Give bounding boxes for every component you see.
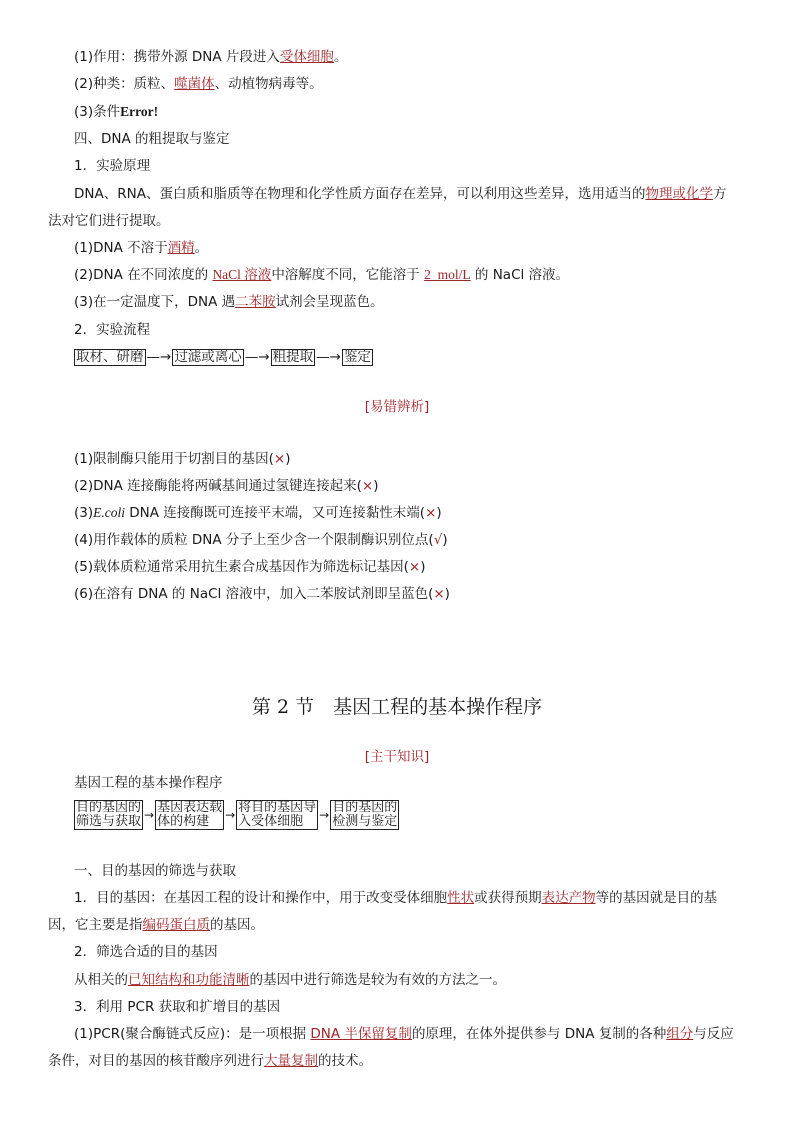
flow-step: 目的基因的 检测与鉴定: [332, 800, 398, 829]
mark: ×: [433, 586, 445, 602]
answer-blank: 编码蛋白质: [142, 917, 210, 933]
answer-blank: 二苯胺: [235, 294, 276, 310]
flow-step: 取材、研磨: [76, 349, 144, 365]
answer-blank: NaCl 溶液: [212, 267, 272, 282]
errata-heading: [易错辨析]: [364, 399, 430, 415]
pcr-paragraph-cont: 条件，对目的基因的核苷酸序列进行大量复制的技术。: [48, 1053, 372, 1069]
carrier-conditions-line: (3)条件Error!: [74, 104, 159, 120]
section-heading: 四、DNA 的粗提取与鉴定: [74, 131, 230, 147]
pcr-paragraph: (1)PCR(聚合酶链式反应)：是一项根据 DNA 半保留复制的原理，在体外提供参与 DNA 复制的各种组分与反应: [74, 1026, 734, 1042]
main-knowledge-heading: [主干知识]: [364, 749, 430, 765]
errata-item: (3)E.coli DNA 连接酶既可连接平末端，又可连接黏性末端(×): [74, 505, 442, 521]
flow-step: 将目的基因导 入受体细胞: [238, 800, 317, 829]
principle-item-1: (1)DNA 不溶于酒精。: [74, 240, 209, 256]
arrow-right-icon: →: [319, 808, 330, 822]
carrier-types-line: (2)种类：质粒、噬菌体、动植物病毒等。: [74, 76, 323, 92]
answer-blank: 噬菌体: [174, 76, 215, 92]
flow-step: 基因表达载 体的构建: [157, 800, 223, 829]
procedure-flow: [74, 800, 399, 830]
answer-blank: 酒精: [167, 240, 195, 256]
flow-step: 粗提取: [272, 349, 314, 365]
page-title: 第 2 节 基因工程的基本操作程序: [251, 696, 543, 718]
answer-blank: 组分: [666, 1026, 694, 1042]
errata-item: (1)限制酶只能用于切割目的基因(×): [74, 451, 291, 467]
screening-paragraph: 从相关的已知结构和功能清晰的基因中进行筛选是较为有效的方法之一。: [74, 972, 506, 988]
subsection-heading: 2．筛选合适的目的基因: [74, 944, 218, 960]
subsection-heading: 2．实验流程: [74, 322, 151, 338]
errata-item: (5)载体质粒通常采用抗生素合成基因作为筛选标记基因(×): [74, 559, 426, 575]
mark: √: [433, 532, 443, 548]
section-heading: 一、目的基因的筛选与获取: [74, 863, 236, 879]
arrow-right-icon: —→: [316, 349, 341, 365]
answer-blank: 受体细胞: [279, 49, 334, 65]
flow-step: 鉴定: [343, 349, 371, 365]
arrow-right-icon: —→: [244, 349, 270, 365]
principle-item-3: (3)在一定温度下，DNA 遇二苯胺试剂会呈现蓝色。: [74, 294, 384, 310]
principle-paragraph-cont: 法对它们进行提取。: [48, 213, 170, 229]
answer-blank: 物理或化学: [645, 186, 713, 202]
target-gene-paragraph: 1．目的基因：在基因工程的设计和操作中，用于改变受体细胞性状或获得预期表达产物等的基因就是目的基: [74, 890, 718, 906]
target-gene-paragraph-cont: 因，它主要是指编码蛋白质的基因。: [48, 917, 264, 933]
flow-step: 过滤或离心: [174, 349, 242, 365]
answer-blank: 已知结构和功能清晰: [128, 972, 250, 988]
error-text: Error!: [120, 104, 159, 119]
answer-blank: 性状: [447, 890, 475, 906]
mark: ×: [408, 559, 421, 575]
subsection-heading: 3．利用 PCR 获取和扩增目的基因: [74, 999, 281, 1015]
answer-blank: DNA 半保留复制: [310, 1026, 412, 1042]
arrow-right-icon: →: [144, 808, 155, 822]
procedure-intro: 基因工程的基本操作程序: [74, 775, 223, 791]
errata-item: (2)DNA 连接酶能将两碱基间通过氢键连接起来(×): [74, 478, 379, 494]
errata-item: (6)在溶有 DNA 的 NaCl 溶液中，加入二苯胺试剂即呈蓝色(×): [74, 586, 450, 602]
answer-blank: 大量复制: [264, 1053, 318, 1069]
answer-blank: 表达产物: [541, 890, 596, 906]
experiment-flow: [74, 347, 373, 367]
principle-paragraph: DNA、RNA、蛋白质和脂质等在物理和化学性质方面存在差异，可以利用这些差异，选用适当的物理或化学方: [74, 186, 727, 202]
errata-item: (4)用作载体的质粒 DNA 分子上至少含一个限制酶识别位点(√): [74, 532, 448, 548]
principle-item-2: (2)DNA 在不同浓度的 NaCl 溶液中溶解度不同，它能溶于 2_mol/L 的 NaCl 溶液。: [74, 267, 570, 283]
mark: ×: [425, 505, 437, 521]
arrow-right-icon: —→: [146, 349, 172, 365]
flow-step: 目的基因的 筛选与获取: [76, 800, 142, 829]
mark: ×: [361, 478, 374, 494]
arrow-right-icon: →: [225, 808, 236, 822]
answer-blank: 2_mol/L: [424, 267, 471, 282]
mark: ×: [273, 451, 286, 467]
subsection-heading: 1．实验原理: [74, 158, 151, 174]
carrier-function-line: (1)作用：携带外源 DNA 片段进入受体细胞。: [74, 49, 348, 65]
